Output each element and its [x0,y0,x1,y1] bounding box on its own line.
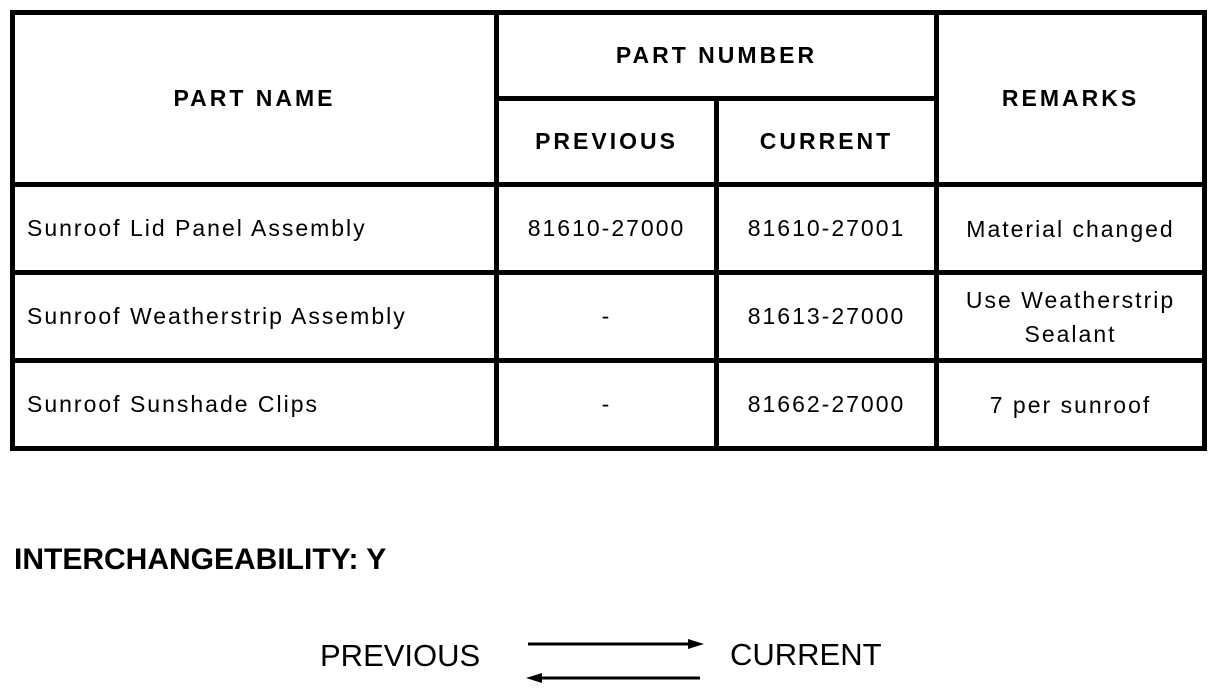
previous-number-cell: - [497,361,717,449]
current-number-cell: 81613-27000 [717,273,937,361]
remarks-cell [937,273,1205,361]
remarks-line: Material changed [966,215,1175,242]
previous-number-cell: - [497,273,717,361]
table-row [13,361,1205,449]
header-previous: PREVIOUS [497,99,717,185]
remarks-line: 7 per sunroof [989,391,1152,418]
table-row [13,273,1205,361]
part-name-cell: Sunroof Lid Panel Assembly [13,185,497,273]
header-part-name: PART NAME [13,13,497,185]
bidirectional-arrows-icon [520,632,710,688]
header-part-number: PART NUMBER [497,13,937,99]
header-current: CURRENT [717,99,937,185]
current-number-cell: 81610-27001 [717,185,937,273]
parts-table [10,10,1207,451]
previous-number-cell: 81610-27000 [497,185,717,273]
legend-previous-label: PREVIOUS [320,638,481,673]
table-row [13,185,1205,273]
remarks-cell [937,185,1205,273]
header-remarks: REMARKS [937,13,1205,185]
current-number-cell: 81662-27000 [717,361,937,449]
legend-current-label: CURRENT [730,637,882,672]
remarks-line: Use Weatherstrip [965,286,1176,313]
interchangeability-label: INTERCHANGEABILITY: Y [14,543,387,576]
remarks-cell [937,361,1205,449]
remarks-line: Sealant [1024,320,1117,347]
part-name-cell: Sunroof Sunshade Clips [13,361,497,449]
header-row-1 [13,13,1205,99]
part-name-cell: Sunroof Weatherstrip Assembly [13,273,497,361]
